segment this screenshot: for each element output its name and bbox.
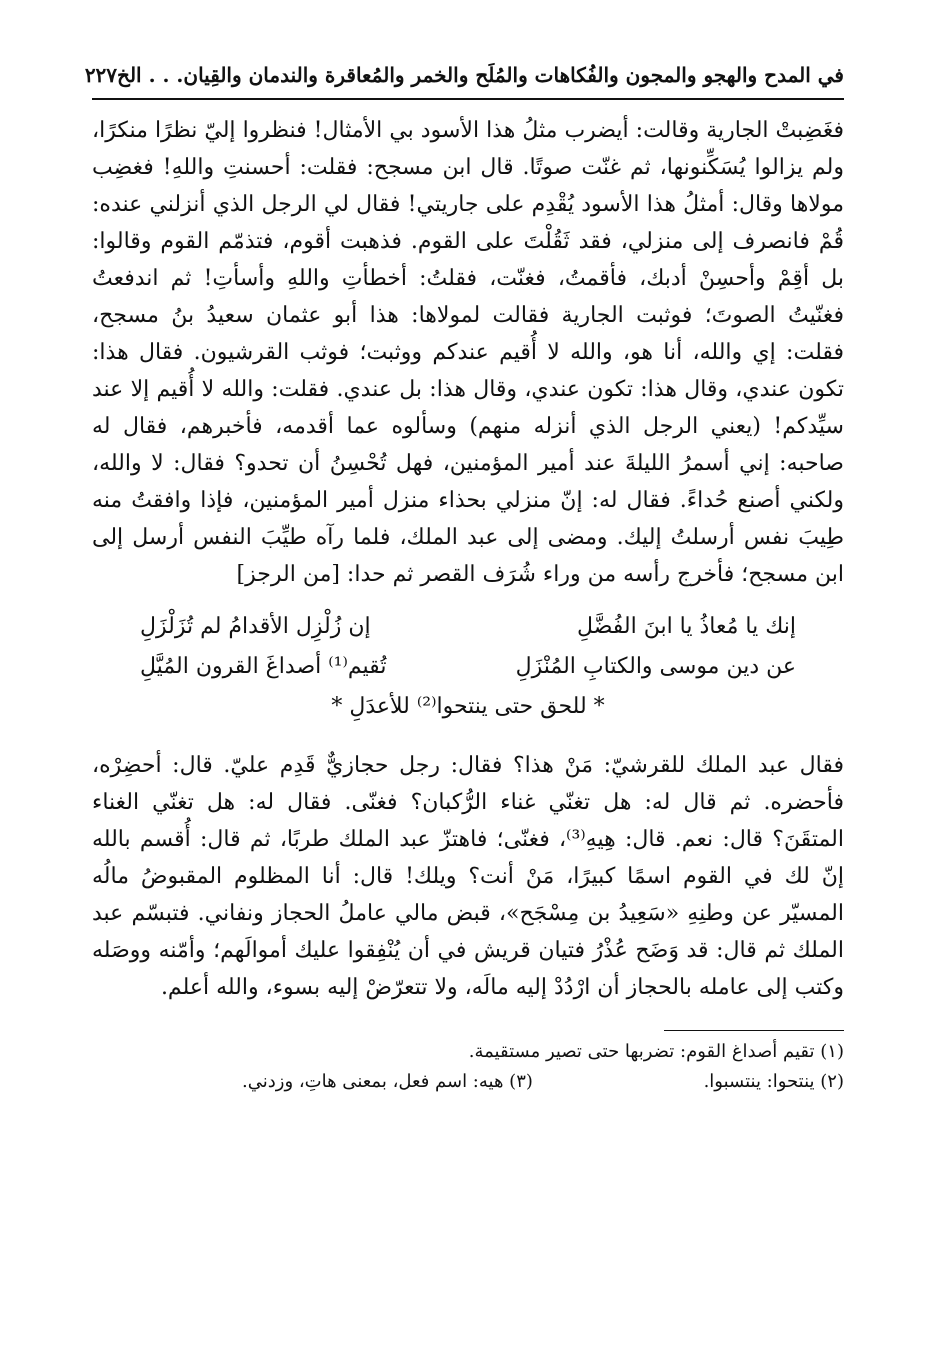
hemistich-single: * للحق حتى ينتحوا⁽²⁾ للأعدَلِ * — [331, 694, 605, 719]
running-header — [84, 58, 844, 92]
verse-line — [92, 647, 844, 687]
hemistich-second: إن زُلْزِل الأقدامُ لم تُزَلْزَلِ — [140, 614, 371, 639]
footnote-1: (١) تقيم أصداغ القوم: تضربها حتى تصير مستقيمة. — [468, 1041, 844, 1062]
main-text — [92, 112, 844, 593]
verse-line — [92, 607, 844, 647]
page-number: ٢٢٧ — [84, 63, 118, 87]
hemistich-first: عن دين موسى والكتابِ المُنْزَلِ — [515, 654, 796, 679]
hemistich-second: تُقيم⁽¹⁾ أصداغَ القرون المُيَّلِ — [140, 654, 387, 679]
poem — [92, 607, 844, 727]
footnote-2: (٢) ينتحوا: ينتسبوا. — [703, 1071, 844, 1092]
hemistich-first: إنك يا مُعاذُ يا ابنَ الفُضَّلِ — [577, 614, 796, 639]
footnote-3: (٣) هيه: اسم فعل، بمعنى هاتِ، وزدني. — [242, 1071, 533, 1092]
book-page — [84, 58, 844, 1097]
paragraph: فغَضِبتْ الجارية وقالت: أيضرب مثلُ هذا الأسود بي الأمثال! فنظروا إليّ نظرًا منكرًا، ولم يزالوا يُسَكِّنونها، ثم غنّت صوتًا. قال ابن مسجح: فقلت: أحسنتِ واللهِ! فغضِب مولاها وقال: أمثلُ هذا الأسود يُقْدِم على جاريتي! فقال لي الرجل الذي أنزلني عنده: قُمْ فانصرف إلى منزلي، فقد ثَقُلْتَ على القوم. فذهبت أقوم، فتذمّم القوم وقالوا: بل أقِمْ وأحسِنْ أدبك، فأقمتُ، فغنّت، فقلتُ: أخطأتِ واللهِ وأسأتِ! ثم اندفعتُ فغنّيتُ الصوتَ؛ فوثبت الجارية فقالت لمولاها: هذا أبو عثمان سعيدُ بنُ مسجح، فقلت: إي والله، أنا هو، والله لا أُقيم عندكم ووثبت؛ فوثب القرشيون. فقال هذا: تكون عندي، وقال هذا: تكون عندي، وقال هذا: بل عندي. فقلت: والله لا أُقيم إلا عند سيِّدكم! (يعني الرجل الذي أنزله منهم) وسألوه عما أقدمه، فأخبرهم، فقال له صاحبه: إني أسمرُ الليلةَ عند أمير المؤمنين، فهل تُحْسِنُ أن تحدو؟ فقال: لا والله، ولكني أصنع حُداءً. فقال له: إنّ منزلي بحذاء منزل أمير المؤمنين، فإذا وافقتُ منه طِيبَ نفس أرسلتُ إليك. ومضى إلى عبد الملك، فلما رآه طيِّبَ النفس أرسل إلى ابن مسجح؛ فأخرج رأسه من وراء شُرَف القصر ثم حدا: [من الرجز] — [92, 118, 844, 587]
header-rule — [92, 98, 844, 100]
paragraph: فقال عبد الملك للقرشيّ: مَنْ هذا؟ فقال: رجل حجازيٌّ قَدِم عليّ. قال: أحضِرْه، فأحضره. ثم قال له: هل تغنّي غناء الرُّكبان؟ فغنّى. فقال له: هل تغنّي الغناء المتقَنَ؟ قال: نعم. قال: هِيهِ⁽³⁾، فغنّى؛ فاهتزّ عبد الملك طربًا، ثم قال: أُقسم بالله إنّ لك في القوم اسمًا كبيرًا، مَنْ أنت؟ ويلك! قال: أنا المظلوم المقبوضُ مالُه المسيّر عن وطنِهِ «سَعِيدُ بن مِسْجَح»، قبض مالي عاملُ الحجاز ونفاني. فتبسّم عبد الملك ثم قال: قد وَضَح عُذْرُ فتيان قريش في أن يُنْفِقوا عليك أموالَهم؛ وأمّنه ووصَله وكتب إلى عامله بالحجاز أن ارْدُدْ إليه مالَه، ولا تتعرّضْ إليه بسوء، والله أعلم. — [92, 753, 844, 1000]
running-title: في المدح والهجو والمجون والفُكاهات والمُلَح والخمر والمُعاقرة والندمان والقِيان. . . الخ — [117, 63, 844, 87]
footnotes — [92, 1037, 844, 1097]
main-text-continued — [92, 747, 844, 1006]
footnote-rule — [664, 1030, 844, 1031]
verse-line-final — [92, 687, 844, 727]
footnote-row — [92, 1067, 844, 1097]
